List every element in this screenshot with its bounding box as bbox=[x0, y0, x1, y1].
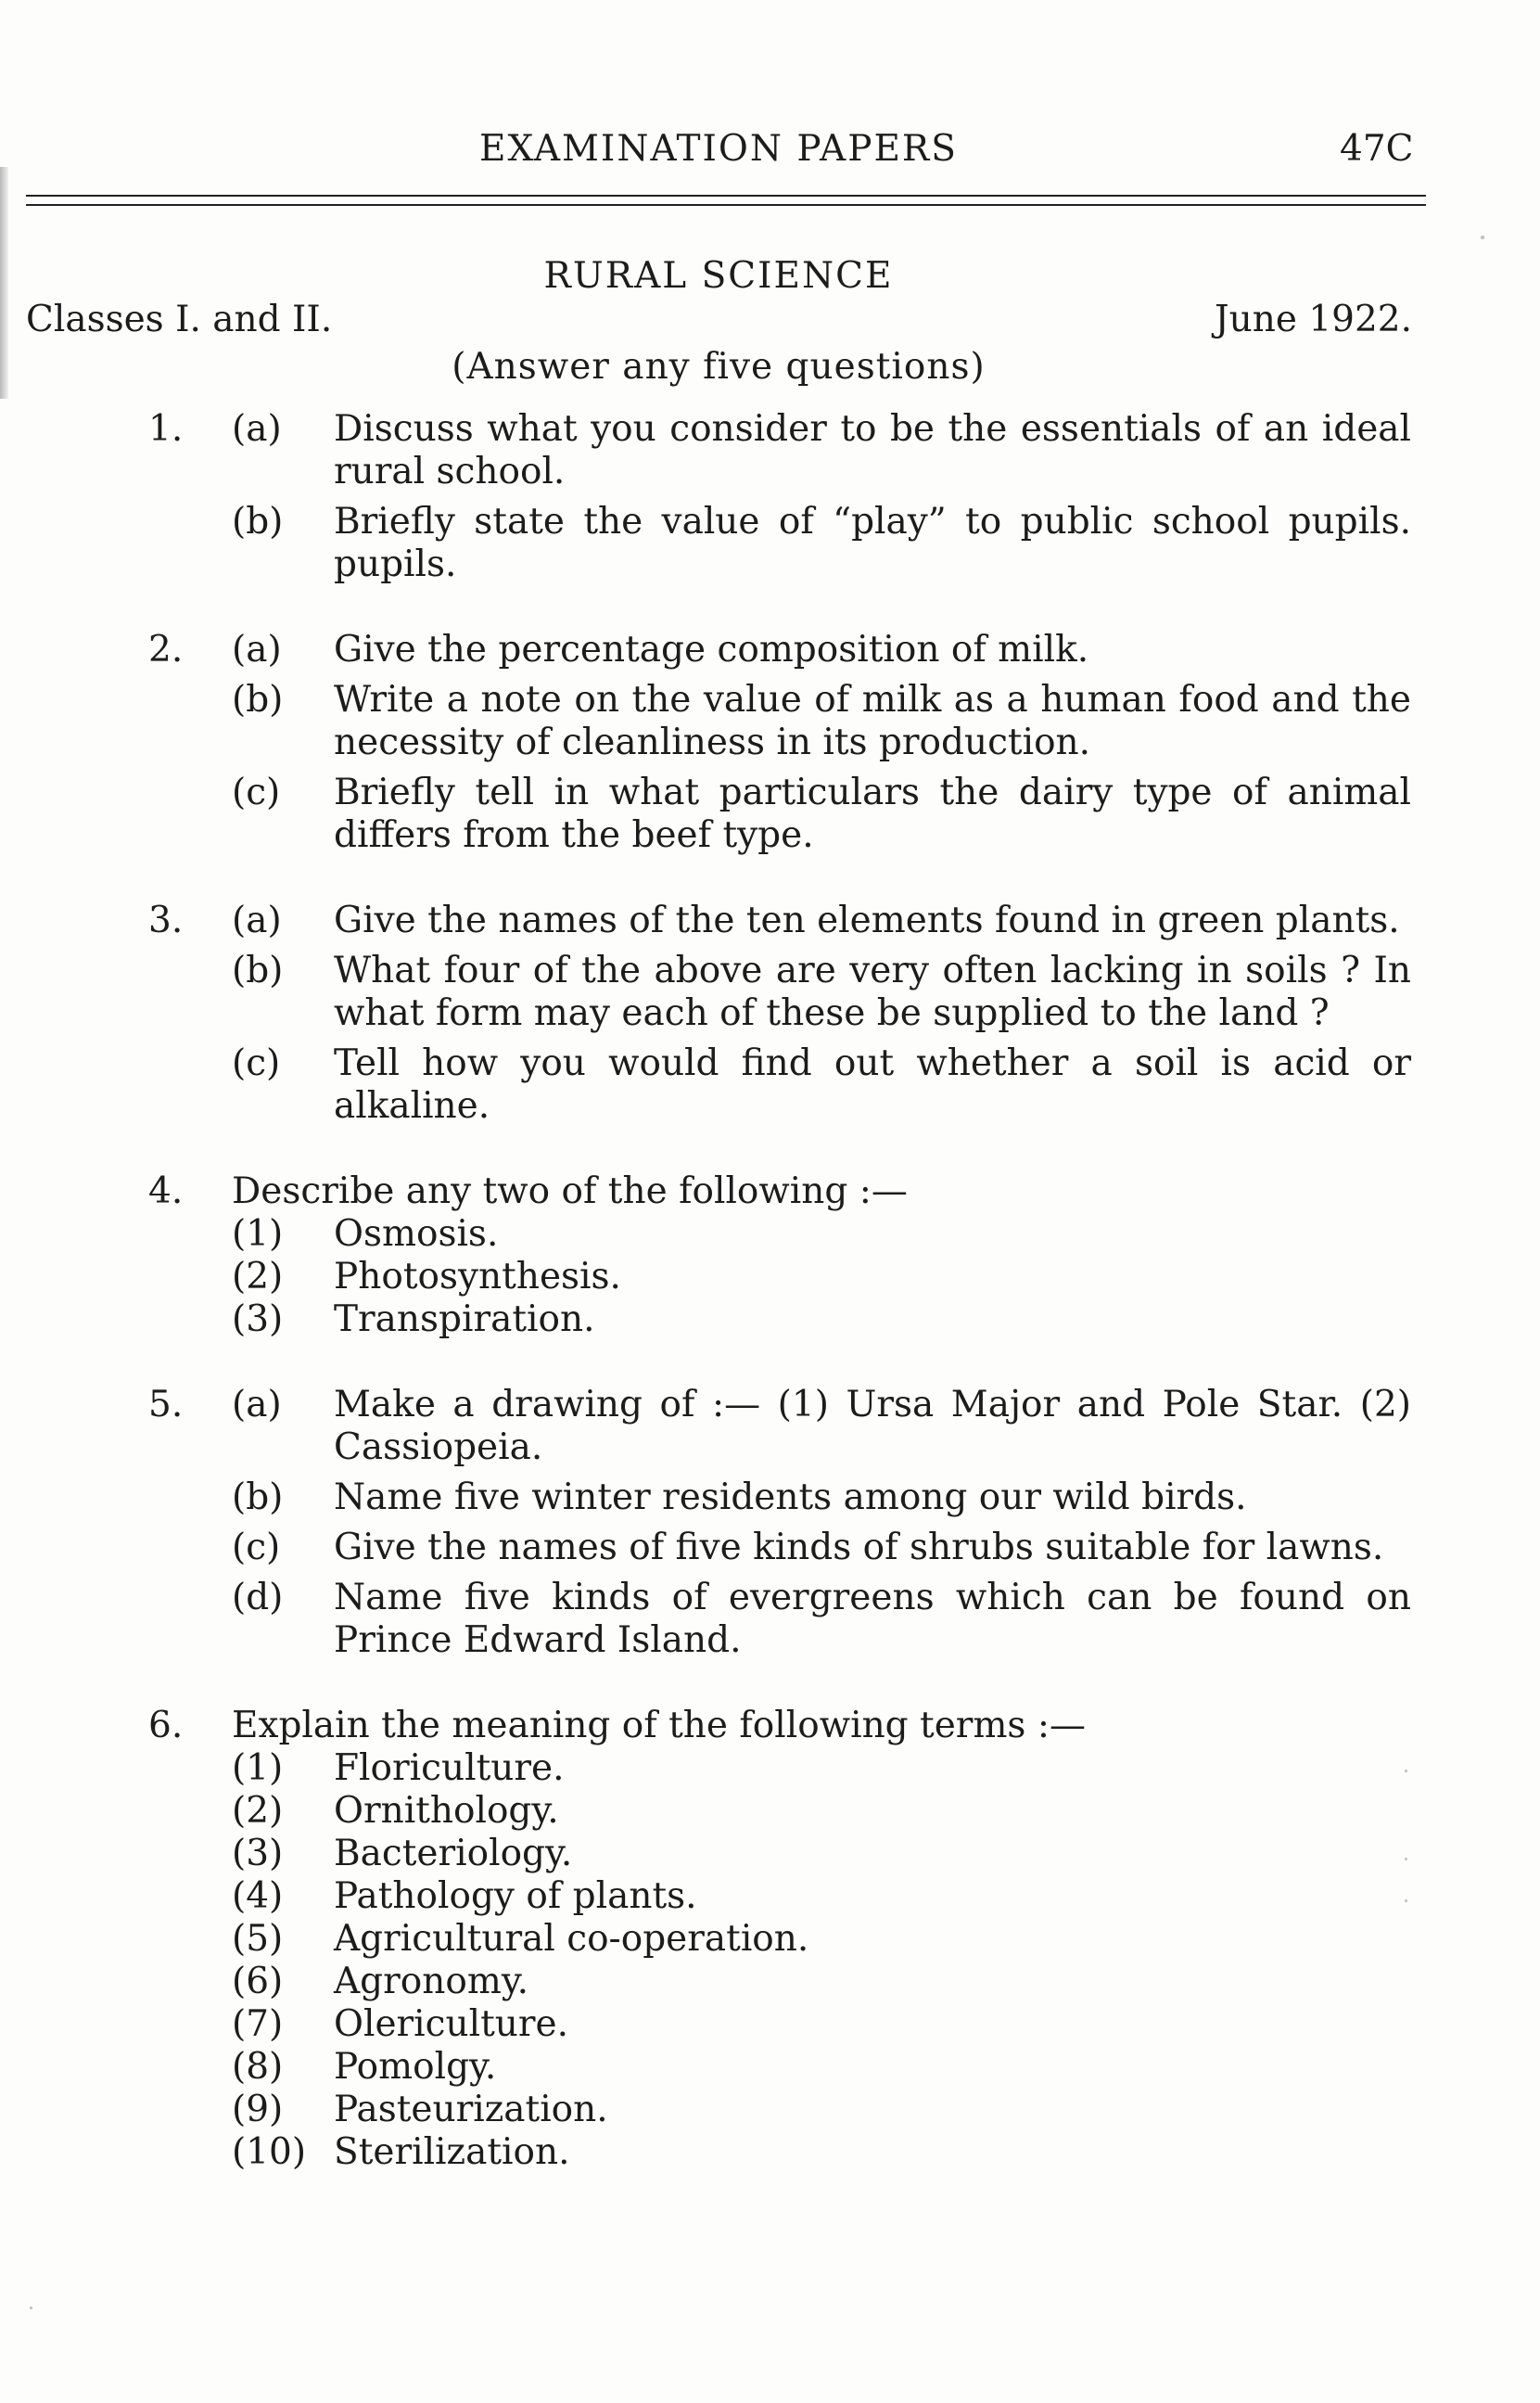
part-text: Give the names of five kinds of shrubs suitable for lawns. bbox=[334, 1527, 1384, 1568]
term-item bbox=[148, 1298, 1411, 1341]
part-text: What four of the above are very often lacking in soils ? In what form may each of these be supplied to the land ? bbox=[334, 950, 1411, 1034]
question-number: 1. bbox=[148, 408, 184, 450]
term-label: (2) bbox=[232, 1790, 284, 1832]
question-3 bbox=[148, 900, 1411, 1128]
term-label: (9) bbox=[232, 2089, 284, 2130]
part-text: Name five kinds of evergreens which can be found on Prince Edward Island. bbox=[334, 1577, 1411, 1661]
paper-speck bbox=[30, 2307, 32, 2309]
part-text: Give the percentage composition of milk. bbox=[334, 629, 1089, 671]
question-1 bbox=[148, 408, 1411, 586]
term-item bbox=[148, 1256, 1411, 1298]
term-text: Agronomy. bbox=[334, 1961, 529, 2002]
part-text: Name five winter residents among our wild birds. bbox=[334, 1476, 1247, 1518]
term-item bbox=[148, 1790, 1411, 1833]
question-number: 5. bbox=[148, 1384, 184, 1425]
term-text: Bacteriology. bbox=[334, 1833, 573, 1874]
term-label: (4) bbox=[232, 1875, 284, 1917]
exam-date: June 1922. bbox=[1215, 299, 1412, 340]
question-part bbox=[148, 629, 1411, 671]
question-part bbox=[148, 772, 1411, 857]
question-part bbox=[148, 1384, 1411, 1469]
term-item bbox=[148, 1747, 1411, 1790]
term-text: Sterilization. bbox=[334, 2131, 570, 2173]
part-text: Briefly tell in what particulars the dairy type of animal differs from the beef type. bbox=[334, 772, 1411, 856]
term-item bbox=[148, 2046, 1411, 2089]
question-6 bbox=[148, 1705, 1411, 2174]
question-part bbox=[148, 900, 1411, 942]
part-text: Write a note on the value of milk as a human food and the necessity of cleanliness in its production. bbox=[334, 679, 1411, 763]
part-text: Make a drawing of :— (1) Ursa Major and Pole Star. (2) Cassiopeia. bbox=[334, 1384, 1411, 1468]
part-label: (a) bbox=[232, 408, 282, 450]
question-list bbox=[148, 408, 1411, 2217]
part-text: Discuss what you consider to be the essentials of an ideal rural school. bbox=[334, 408, 1411, 492]
term-text: Photosynthesis. bbox=[334, 1256, 621, 1297]
paper-speck bbox=[1405, 1858, 1407, 1860]
question-part bbox=[148, 1042, 1411, 1128]
term-item bbox=[148, 2089, 1411, 2131]
term-label: (8) bbox=[232, 2046, 284, 2088]
term-text: Olericulture. bbox=[334, 2003, 568, 2045]
term-label: (6) bbox=[232, 1961, 284, 2002]
term-text: Floriculture. bbox=[334, 1747, 565, 1789]
question-2 bbox=[148, 629, 1411, 857]
part-text: Briefly state the value of “play” to public school pupils. pupils. bbox=[334, 501, 1411, 585]
question-part bbox=[148, 950, 1411, 1035]
running-header bbox=[0, 128, 1540, 184]
term-text: Pasteurization. bbox=[334, 2089, 608, 2130]
term-label: (3) bbox=[232, 1298, 284, 1340]
question-4 bbox=[148, 1170, 1411, 1341]
term-item bbox=[148, 1918, 1411, 1961]
term-item bbox=[148, 1875, 1411, 1918]
part-label: (c) bbox=[232, 772, 281, 813]
question-part bbox=[148, 1476, 1411, 1519]
part-label: (b) bbox=[232, 501, 284, 543]
part-label: (b) bbox=[232, 1476, 284, 1518]
question-number: 4. bbox=[148, 1170, 184, 1212]
stem-text: Explain the meaning of the following terms :— bbox=[232, 1705, 1086, 1746]
question-part bbox=[148, 408, 1411, 493]
header-rule-top bbox=[26, 195, 1426, 197]
term-text: Pomolgy. bbox=[334, 2046, 497, 2088]
term-item bbox=[148, 1833, 1411, 1875]
term-text: Pathology of plants. bbox=[334, 1875, 697, 1917]
term-item bbox=[148, 2131, 1411, 2174]
paper-speck bbox=[1405, 1770, 1407, 1772]
part-label: (b) bbox=[232, 950, 284, 991]
question-part bbox=[148, 1577, 1411, 1662]
part-label: (a) bbox=[232, 1384, 282, 1425]
term-item bbox=[148, 1961, 1411, 2003]
term-label: (2) bbox=[232, 1256, 284, 1297]
question-number: 3. bbox=[148, 900, 184, 941]
term-label: (1) bbox=[232, 1213, 284, 1255]
header-rule-bottom bbox=[26, 204, 1426, 206]
question-stem bbox=[148, 1170, 1411, 1213]
question-part bbox=[148, 679, 1411, 764]
running-title: EXAMINATION PAPERS bbox=[478, 128, 959, 170]
term-item bbox=[148, 2003, 1411, 2046]
part-label: (d) bbox=[232, 1577, 284, 1618]
term-label: (7) bbox=[232, 2003, 284, 2045]
exam-classes: Classes I. and II. bbox=[26, 299, 333, 340]
question-number: 6. bbox=[148, 1705, 184, 1746]
question-part bbox=[148, 501, 1411, 586]
term-label: (3) bbox=[232, 1833, 284, 1874]
term-text: Ornithology. bbox=[334, 1790, 559, 1832]
part-label: (b) bbox=[232, 679, 284, 721]
question-5 bbox=[148, 1384, 1411, 1662]
term-item bbox=[148, 1213, 1411, 1256]
term-label: (10) bbox=[232, 2131, 307, 2173]
page-number: 47C bbox=[1340, 128, 1414, 170]
question-number: 2. bbox=[148, 629, 184, 671]
term-text: Osmosis. bbox=[334, 1213, 499, 1255]
paper-speck bbox=[1481, 236, 1484, 239]
part-label: (c) bbox=[232, 1042, 281, 1084]
term-label: (1) bbox=[232, 1747, 284, 1789]
part-label: (c) bbox=[232, 1527, 281, 1568]
stem-text: Describe any two of the following :— bbox=[232, 1170, 908, 1212]
section-title: RURAL SCIENCE bbox=[543, 255, 894, 297]
paper-speck bbox=[1405, 1899, 1407, 1902]
question-part bbox=[148, 1527, 1411, 1569]
term-text: Agricultural co-operation. bbox=[334, 1918, 809, 1960]
term-label: (5) bbox=[232, 1918, 284, 1960]
term-text: Transpiration. bbox=[334, 1298, 595, 1340]
part-label: (a) bbox=[232, 900, 282, 941]
part-text: Tell how you would find out whether a soil is acid or alkaline. bbox=[334, 1042, 1411, 1127]
part-text: Give the names of the ten elements found in green plants. bbox=[334, 900, 1400, 941]
part-label: (a) bbox=[232, 629, 282, 671]
question-stem bbox=[148, 1705, 1411, 1747]
exam-instructions: (Answer any five questions) bbox=[452, 346, 986, 388]
